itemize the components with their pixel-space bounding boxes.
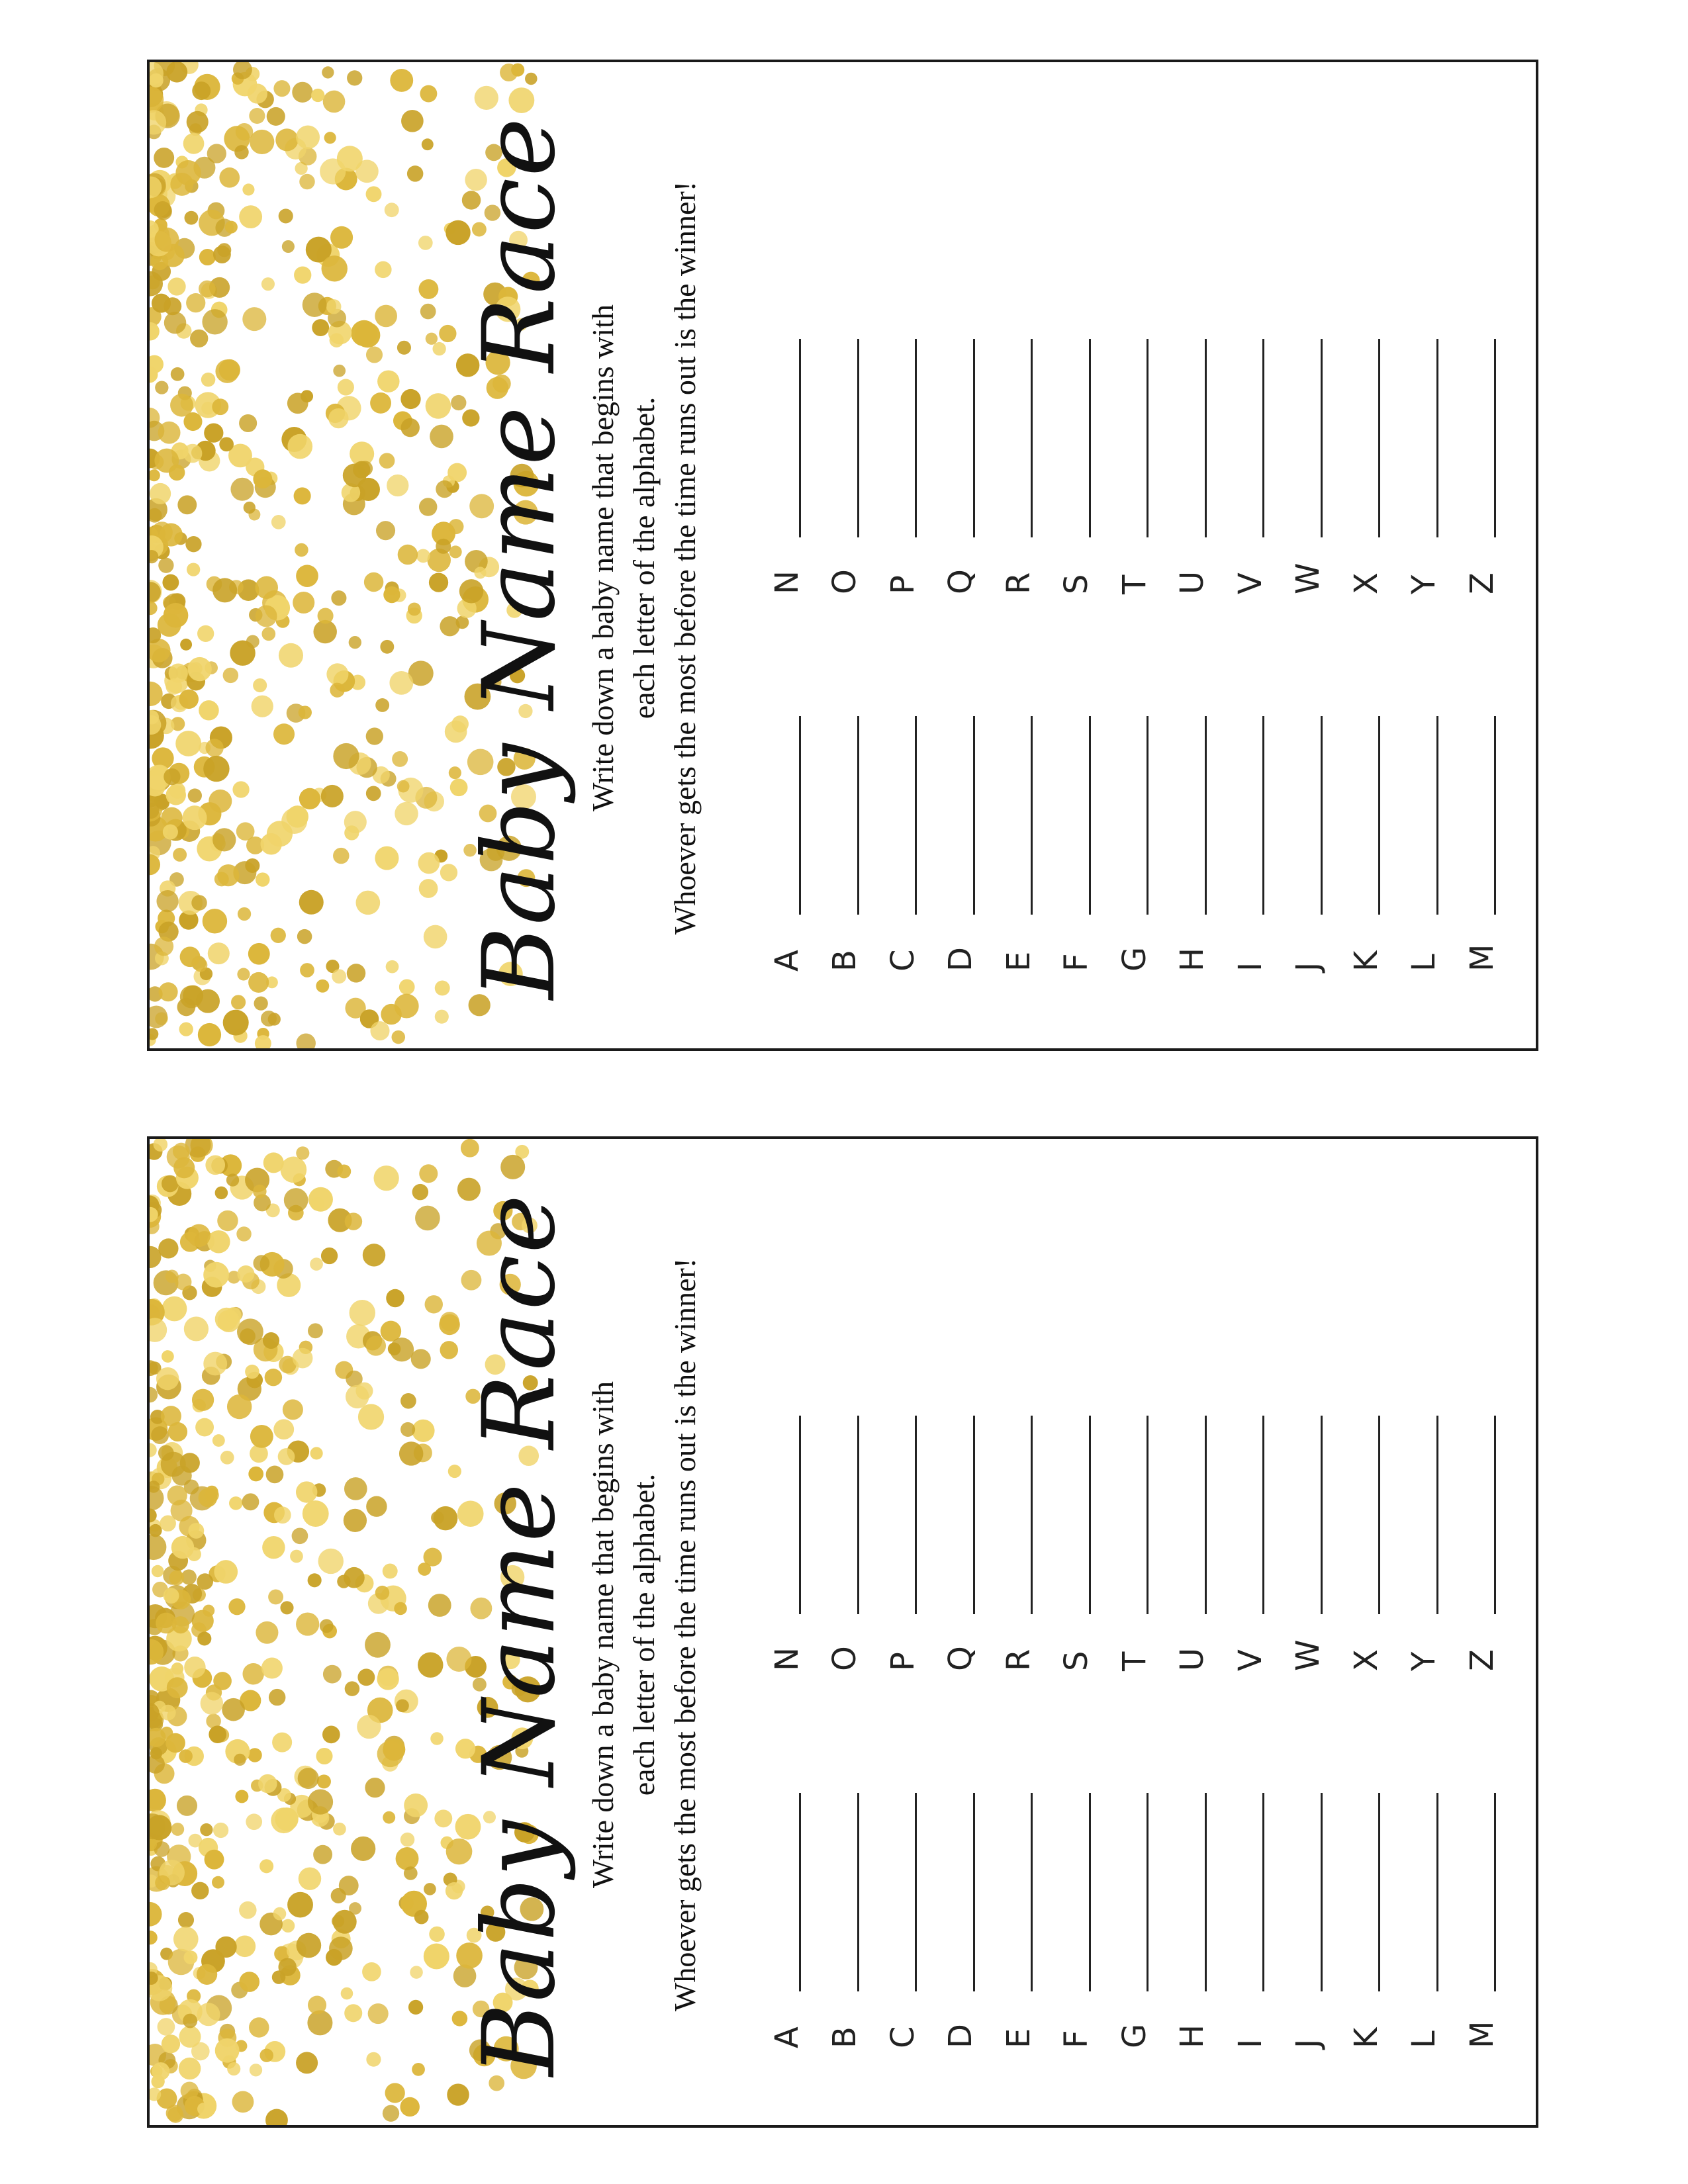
letter-row xyxy=(990,568,1048,972)
letter-row xyxy=(874,191,932,594)
alphabet-letter: L xyxy=(1405,954,1443,972)
letter-row xyxy=(1395,568,1454,972)
writing-line[interactable] xyxy=(1089,1793,1091,1991)
letter-row xyxy=(758,191,816,594)
letter-row xyxy=(932,191,990,594)
writing-line[interactable] xyxy=(1436,1416,1438,1614)
alphabet-letter: J xyxy=(1289,962,1327,972)
letter-row xyxy=(1453,191,1511,594)
letter-row xyxy=(1337,1645,1395,2048)
writing-line[interactable] xyxy=(1262,339,1264,537)
card-title: Baby Name Race xyxy=(462,1193,577,2077)
card-instructions xyxy=(583,1142,706,2128)
letter-row xyxy=(1280,568,1338,972)
writing-line[interactable] xyxy=(1031,716,1033,915)
letter-row xyxy=(1453,1645,1511,2048)
writing-line[interactable] xyxy=(1378,1416,1380,1614)
writing-line[interactable] xyxy=(973,716,975,915)
alphabet-letter: M xyxy=(1463,944,1501,972)
writing-line[interactable] xyxy=(915,1416,917,1614)
alphabet-letter: P xyxy=(884,1652,921,1671)
writing-line[interactable] xyxy=(1494,1416,1496,1614)
writing-line[interactable] xyxy=(799,1793,801,1991)
writing-line[interactable] xyxy=(1378,339,1380,537)
alphabet-letter: I xyxy=(1231,962,1269,972)
alphabet-letter: Y xyxy=(1405,1651,1443,1671)
writing-line[interactable] xyxy=(915,339,917,537)
alphabet-letter: A xyxy=(768,950,806,972)
alphabet-letter: P xyxy=(884,575,921,594)
letter-row xyxy=(1048,1645,1106,2048)
alphabet-letter: Q xyxy=(942,1646,980,1671)
alphabet-letter: T xyxy=(1115,574,1153,594)
letter-row xyxy=(1105,1645,1164,2048)
letter-row xyxy=(932,568,990,972)
alphabet-letter: U xyxy=(1174,1647,1211,1671)
letter-row xyxy=(1221,1267,1280,1671)
alphabet-letter: N xyxy=(768,1647,806,1671)
alphabet-letter: Z xyxy=(1463,1649,1501,1671)
writing-line[interactable] xyxy=(1031,1793,1033,1991)
letter-row xyxy=(1395,1267,1454,1671)
writing-line[interactable] xyxy=(799,339,801,537)
letter-row xyxy=(816,191,874,594)
alphabet-letter: J xyxy=(1289,2038,1327,2048)
alphabet-letter: G xyxy=(1115,946,1153,972)
alphabet-letter: D xyxy=(942,2024,980,2048)
letter-row xyxy=(1337,1267,1395,1671)
writing-line[interactable] xyxy=(1262,716,1264,915)
writing-line[interactable] xyxy=(799,716,801,915)
letter-row xyxy=(758,1645,816,2048)
letter-row xyxy=(758,1267,816,1671)
alphabet-letter: D xyxy=(942,947,980,972)
alphabet-letter: O xyxy=(826,569,864,594)
writing-line[interactable] xyxy=(1321,716,1323,915)
writing-line[interactable] xyxy=(1321,1416,1323,1614)
letter-row xyxy=(1164,1645,1222,2048)
card-instructions xyxy=(583,65,706,1051)
alphabet-letter: X xyxy=(1347,572,1385,594)
letter-row xyxy=(1221,1645,1280,2048)
instruction-line: Whoever gets the most before the time runs out is the winner! xyxy=(668,1257,702,2012)
alphabet-letter: W xyxy=(1289,563,1327,594)
writing-line[interactable] xyxy=(1147,1416,1149,1614)
letter-row xyxy=(1395,191,1454,594)
writing-line[interactable] xyxy=(1262,1793,1264,1991)
alphabet-letter: G xyxy=(1115,2023,1153,2048)
writing-line[interactable] xyxy=(1378,1793,1380,1991)
letter-row xyxy=(1337,191,1395,594)
instruction-line: Write down a baby name that begins with xyxy=(586,1381,620,1888)
alphabet-letter: I xyxy=(1231,2038,1269,2048)
writing-line[interactable] xyxy=(915,716,917,915)
letter-row xyxy=(1048,1267,1106,1671)
alphabet-letter: A xyxy=(768,2026,806,2048)
alphabet-letter: K xyxy=(1347,950,1385,972)
writing-line[interactable] xyxy=(1436,339,1438,537)
letters-a-to-m xyxy=(758,1645,1511,2048)
alphabet-letter: S xyxy=(1058,1651,1096,1671)
alphabet-letter: M xyxy=(1463,2021,1501,2048)
letter-row xyxy=(874,1267,932,1671)
writing-line[interactable] xyxy=(1089,716,1091,915)
alphabet-letter: Q xyxy=(942,569,980,594)
letter-row xyxy=(1221,568,1280,972)
alphabet-letter: R xyxy=(1000,572,1037,594)
card-content xyxy=(152,1142,1538,2128)
game-card-top xyxy=(147,60,1538,1051)
writing-line[interactable] xyxy=(1031,339,1033,537)
card-title: Baby Name Race xyxy=(462,116,577,1000)
writing-line[interactable] xyxy=(1089,339,1091,537)
writing-line[interactable] xyxy=(857,339,859,537)
writing-line[interactable] xyxy=(1262,1416,1264,1614)
writing-line[interactable] xyxy=(1205,339,1207,537)
instruction-line: each letter of the alphabet. xyxy=(627,396,661,719)
alphabet-letter: L xyxy=(1405,2030,1443,2048)
writing-line[interactable] xyxy=(1436,716,1438,915)
alphabet-letter: B xyxy=(826,950,864,972)
letter-row xyxy=(990,1267,1048,1671)
writing-line[interactable] xyxy=(857,716,859,915)
alphabet-letter: B xyxy=(826,2026,864,2048)
alphabet-letter: E xyxy=(1000,2028,1037,2048)
writing-line[interactable] xyxy=(1031,1416,1033,1614)
writing-line[interactable] xyxy=(1321,339,1323,537)
instruction-line: Write down a baby name that begins with xyxy=(586,304,620,811)
letter-row xyxy=(816,568,874,972)
alphabet-grid xyxy=(758,65,1501,1051)
alphabet-letter: V xyxy=(1231,572,1269,594)
alphabet-letter: F xyxy=(1058,2030,1096,2048)
letter-row xyxy=(1453,568,1511,972)
alphabet-letter: H xyxy=(1174,2024,1211,2048)
letter-row xyxy=(1280,1645,1338,2048)
letter-row xyxy=(874,568,932,972)
alphabet-letter: V xyxy=(1231,1649,1269,1671)
card-content xyxy=(152,65,1538,1051)
alphabet-letter: R xyxy=(1000,1649,1037,1671)
letter-row xyxy=(1164,191,1222,594)
letter-row xyxy=(932,1267,990,1671)
letter-row xyxy=(990,1645,1048,2048)
alphabet-letter: C xyxy=(884,2026,921,2048)
alphabet-letter: U xyxy=(1174,570,1211,594)
instruction-line: each letter of the alphabet. xyxy=(627,1473,661,1796)
writing-line[interactable] xyxy=(1494,339,1496,537)
alphabet-letter: O xyxy=(826,1646,864,1671)
writing-line[interactable] xyxy=(915,1793,917,1991)
writing-line[interactable] xyxy=(1494,1793,1496,1991)
letter-row xyxy=(1105,191,1164,594)
alphabet-letter: Z xyxy=(1463,572,1501,594)
letter-row xyxy=(1337,568,1395,972)
letter-row xyxy=(1164,568,1222,972)
writing-line[interactable] xyxy=(1147,339,1149,537)
letter-row xyxy=(932,1645,990,2048)
alphabet-letter: H xyxy=(1174,947,1211,972)
letter-row xyxy=(1105,1267,1164,1671)
letters-n-to-z xyxy=(758,191,1511,594)
alphabet-letter: T xyxy=(1115,1651,1153,1671)
letter-row xyxy=(1395,1645,1454,2048)
writing-line[interactable] xyxy=(1321,1793,1323,1991)
writing-line[interactable] xyxy=(1205,716,1207,915)
alphabet-letter: E xyxy=(1000,951,1037,972)
writing-line[interactable] xyxy=(1436,1793,1438,1991)
alphabet-letter: F xyxy=(1058,953,1096,972)
alphabet-letter: K xyxy=(1347,2027,1385,2048)
alphabet-letter: C xyxy=(884,949,921,972)
letter-row xyxy=(1280,191,1338,594)
letter-row xyxy=(1280,1267,1338,1671)
letter-row xyxy=(1453,1267,1511,1671)
letter-row xyxy=(1048,191,1106,594)
letter-row xyxy=(1164,1267,1222,1671)
letter-row xyxy=(1105,568,1164,972)
alphabet-letter: N xyxy=(768,570,806,594)
writing-line[interactable] xyxy=(973,1793,975,1991)
letters-n-to-z xyxy=(758,1267,1511,1671)
alphabet-letter: Y xyxy=(1405,574,1443,594)
writing-line[interactable] xyxy=(1089,1416,1091,1614)
writing-line[interactable] xyxy=(1494,716,1496,915)
writing-line[interactable] xyxy=(857,1416,859,1614)
writing-line[interactable] xyxy=(1378,716,1380,915)
writing-line[interactable] xyxy=(1147,1793,1149,1991)
alphabet-letter: S xyxy=(1058,574,1096,594)
writing-line[interactable] xyxy=(1147,716,1149,915)
letter-row xyxy=(816,1267,874,1671)
writing-line[interactable] xyxy=(1205,1793,1207,1991)
letter-row xyxy=(990,191,1048,594)
letter-row xyxy=(816,1645,874,2048)
writing-line[interactable] xyxy=(857,1793,859,1991)
writing-line[interactable] xyxy=(973,339,975,537)
letter-row xyxy=(758,568,816,972)
alphabet-letter: W xyxy=(1289,1639,1327,1671)
letter-row xyxy=(1048,568,1106,972)
writing-line[interactable] xyxy=(799,1416,801,1614)
alphabet-grid xyxy=(758,1142,1501,2128)
game-card-bottom xyxy=(147,1136,1538,2128)
letter-row xyxy=(1221,191,1280,594)
writing-line[interactable] xyxy=(973,1416,975,1614)
writing-line[interactable] xyxy=(1205,1416,1207,1614)
letters-a-to-m xyxy=(758,568,1511,972)
instruction-line: Whoever gets the most before the time runs out is the winner! xyxy=(668,181,702,935)
letter-row xyxy=(874,1645,932,2048)
alphabet-letter: X xyxy=(1347,1649,1385,1671)
